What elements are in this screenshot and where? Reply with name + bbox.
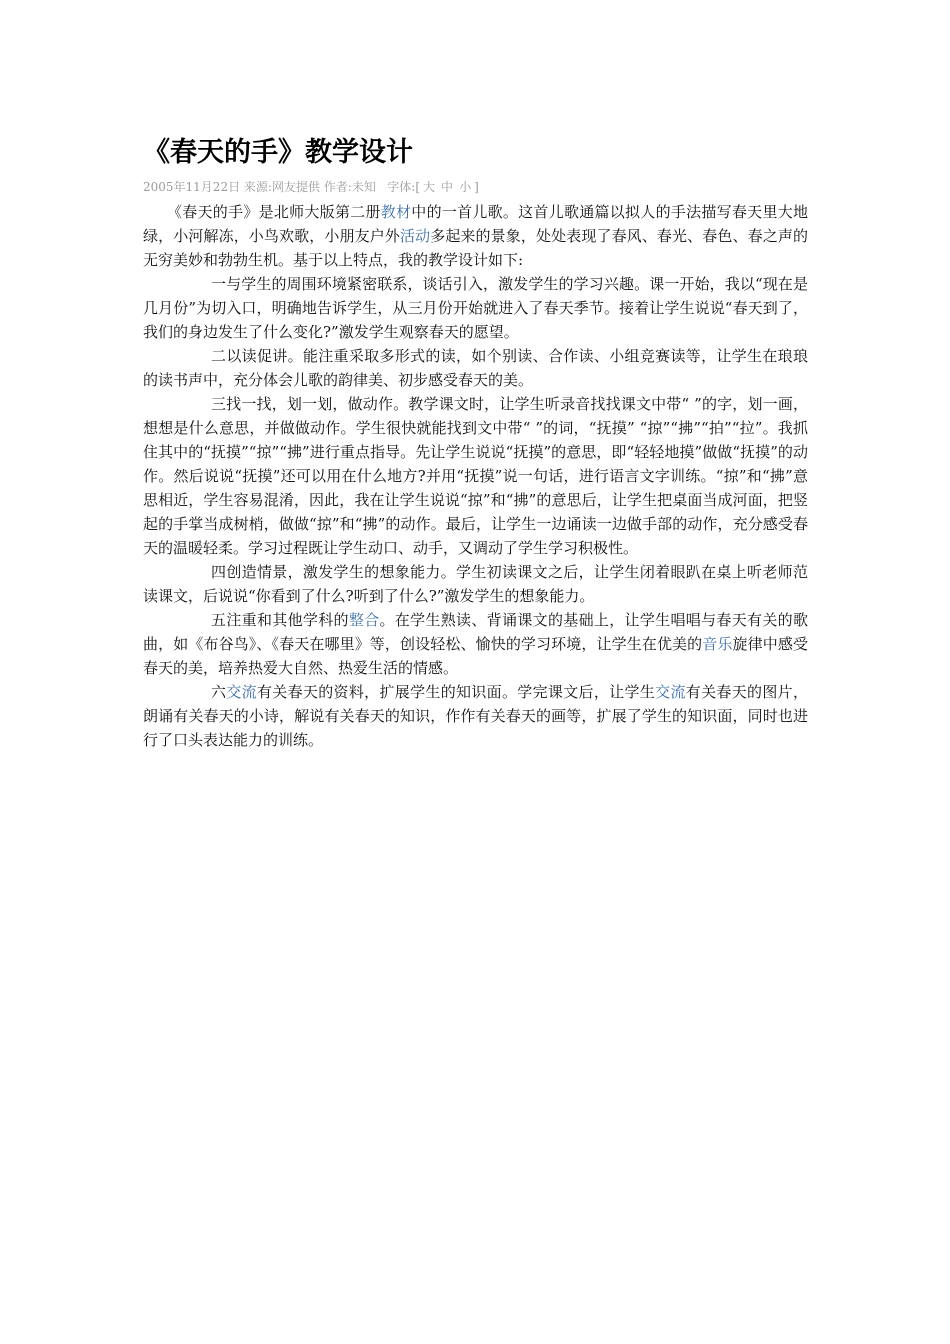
- font-size-medium-link[interactable]: 中: [441, 180, 454, 194]
- paragraph-text: 一与学生的周围环境紧密联系，谈话引入，激发学生的学习兴趣。课一开始，我以“现在是几月份”为切入口，明确地告诉学生，从三月份开始就进入了春天季节。接着让学生说说“春天到了，我们的身边发生了什么变化?”激发学生观察春天的愿望。: [143, 275, 808, 341]
- keyword-link[interactable]: 整合: [348, 611, 380, 629]
- article-paragraph: [143, 272, 808, 344]
- keyword-link[interactable]: 教材: [380, 203, 412, 221]
- article-meta: [143, 178, 808, 196]
- article-paragraph: [143, 392, 808, 560]
- font-size-small-link[interactable]: 小: [459, 180, 472, 194]
- paragraph-text: 二以读促讲。能注重采取多形式的读，如个别读、合作读、小组竞赛读等，让学生在琅琅的读书声中，充分体会儿歌的韵律美、初步感受春天的美。: [143, 347, 808, 389]
- article-paragraph: [143, 608, 808, 680]
- paragraph-text: 五注重和其他学科的: [211, 611, 349, 629]
- paragraph-text: 六: [211, 683, 227, 701]
- article-source: 来源:网友提供: [243, 180, 320, 194]
- article-paragraph: [143, 200, 808, 272]
- paragraph-text: 三找一找，划一划，做动作。教学课文时，让学生听录音找找课文中带“ ”的字，划一画，想想是什么意思，并做做动作。学生很快就能找到文中带“ ”的词，“抚摸” “掠”“拂”“拍”“拉”。我抓住其中的“抚摸”“掠”“拂”进行重点指导。先让学生说说“抚摸”的意思，即“轻轻地摸”做做“抚摸”的动作。然后说说“抚摸”还可以用在什么地方?并用“抚摸”说一句话，进行语言文字训练。“掠”和“拂”意思相近，学生容易混淆，因此，我在让学生说说“掠”和“拂”的意思后，让学生把桌面当成河面，把竖起的手掌当成树梢，做做“掠”和“拂”的动作。最后，让学生一边诵读一边做手部的动作，充分感受春天的温暖轻柔。学习过程既让学生动口、动手，又调动了学生学习积极性。: [143, 395, 808, 557]
- paragraph-text: 《春天的手》是北师大版第二册: [167, 203, 381, 221]
- font-size-close: ]: [474, 180, 479, 194]
- article-title: 《春天的手》教学设计: [143, 137, 413, 168]
- publish-date: 2005年11月22日: [143, 180, 241, 194]
- keyword-link[interactable]: 交流: [655, 683, 686, 701]
- paragraph-text: 中的一首儿歌。这首儿歌通篇以拟人的手法描写春天里大地绿，小河解冻，小鸟欢歌，小朋友户外: [143, 203, 808, 245]
- article-paragraph: [143, 680, 808, 752]
- keyword-link[interactable]: 交流: [226, 683, 257, 701]
- article-body: [143, 200, 808, 752]
- keyword-link[interactable]: 音乐: [702, 635, 733, 653]
- article-paragraph: [143, 344, 808, 392]
- keyword-link[interactable]: 活动: [399, 227, 431, 245]
- paragraph-text: 。在学生熟读、背诵课文的基础上，让学生唱唱与春天有关的歌曲，如《布谷鸟》、《春天在哪里》等，创设轻松、愉快的学习环境，让学生在优美的: [143, 611, 808, 653]
- paragraph-text: 四创造情景，激发学生的想象能力。学生初读课文之后，让学生闭着眼趴在桌上听老师范读课文，后说说“你看到了什么?听到了什么?”激发学生的想象能力。: [143, 563, 808, 605]
- font-size-large-link[interactable]: 大: [423, 180, 436, 194]
- paragraph-text: 有关春天的图片，朗诵有关春天的小诗，解说有关春天的知识，作作有关春天的画等，扩展了学生的知识面，同时也进行了口头表达能力的训练。: [143, 683, 808, 749]
- font-size-label: 字体:[: [387, 180, 421, 194]
- article: [143, 134, 808, 752]
- article-author: 作者:未知: [323, 180, 376, 194]
- paragraph-text: 旋律中感受春天的美，培养热爱大自然、热爱生活的情感。: [143, 635, 808, 677]
- article-paragraph: [143, 560, 808, 608]
- paragraph-text: 多起来的景象，处处表现了春风、春光、春色、春之声的无穷美妙和勃勃生机。基于以上特点，我的教学设计如下:: [143, 227, 808, 269]
- paragraph-text: 有关春天的资料，扩展学生的知识面。学完课文后，让学生: [256, 683, 656, 701]
